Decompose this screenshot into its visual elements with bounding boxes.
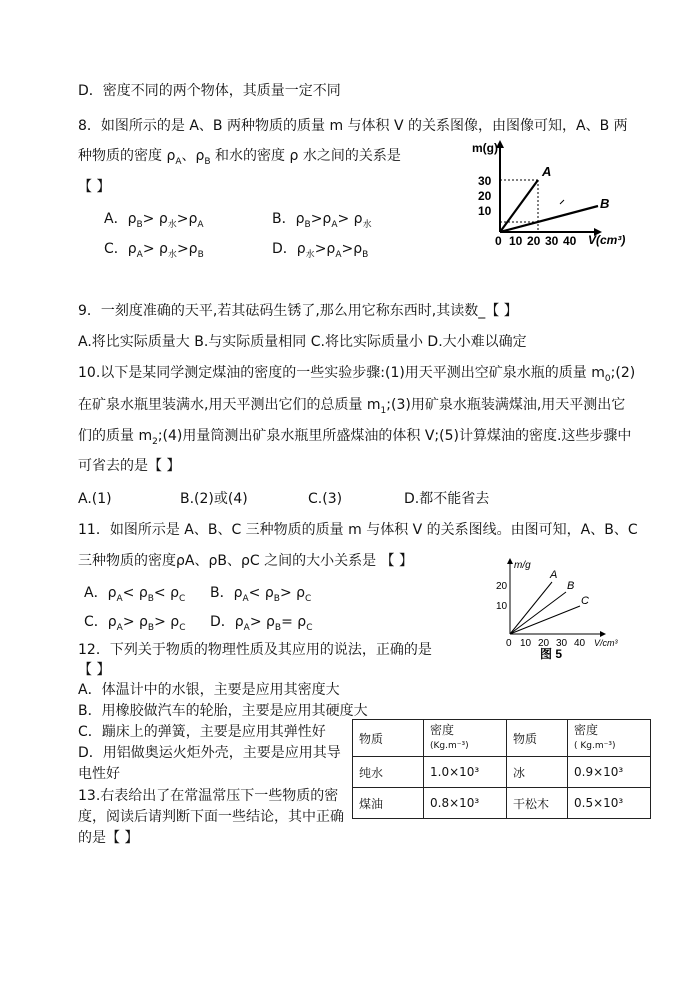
q8-option-c: [104, 240, 204, 264]
q11c: C．ρ: [84, 614, 117, 630]
q11d: = ρ: [281, 614, 307, 630]
question-8-line-2: [78, 147, 401, 171]
question-11-line-2: 三种物质的密度ρA、ρB、ρC 之间的大小关系是 【 】: [78, 553, 413, 569]
q10: ;(4)用量筒测出矿泉水瓶里所盛煤油的体积 V;(5)计算煤油的密度.这些步骤中: [157, 428, 632, 444]
q8-y-tick: 10: [478, 204, 492, 218]
q8-sub: A: [175, 156, 182, 167]
fig5-x-tick: 40: [574, 638, 586, 649]
q8-sub: B: [204, 156, 211, 167]
q10-option-d: D.都不能省去: [404, 491, 490, 507]
table-row: [353, 757, 651, 788]
q11d: > ρ: [249, 614, 275, 630]
table-cell: 1.0×10³: [424, 757, 507, 788]
question-9: 9．一刻度准确的天平,若其砝码生锈了,那么用它称东西时,其读数_【 】: [78, 303, 518, 319]
q8a: B: [136, 219, 143, 230]
table-cell: 冰: [507, 757, 568, 788]
question-13-line-2: 度，阅读后请判断下面一些结论，其中正确: [78, 809, 344, 825]
q8c: > ρ: [142, 241, 168, 257]
question-13-line-3: 的是【 】: [78, 830, 139, 846]
fig5-caption: 图 5: [540, 647, 563, 660]
q11a: < ρ: [153, 585, 179, 601]
q8c: B: [197, 249, 204, 260]
q8d: 水: [305, 249, 315, 260]
q8d: >ρ: [341, 241, 363, 257]
question-10-line-3: [78, 427, 631, 451]
q10: ;(3)用矿泉水瓶装满煤油,用天平测出它: [386, 397, 626, 413]
table-cell: 干松木: [507, 788, 568, 819]
q11b: > ρ: [279, 585, 306, 601]
q11c: > ρ: [122, 614, 148, 630]
q8a: 水: [167, 219, 177, 230]
table-header-row: [353, 720, 651, 757]
table-cell: 0.8×10³: [424, 788, 507, 819]
q11a: A．ρ: [84, 585, 117, 601]
q11a: B: [147, 593, 154, 604]
q11b: B．ρ: [210, 585, 243, 601]
q12-option-d-line-1: D．用铝做奥运火炬外壳，主要是应用其导: [78, 745, 341, 761]
question-11-line-1: 11．如图所示是 A、B、C 三种物质的质量 m 与体积 V 的关系图线。由图可知，A、B、C: [78, 522, 638, 538]
q8a: A．ρ: [104, 211, 137, 227]
density-label: 密度: [574, 723, 599, 737]
q12-option-c: C．蹦床上的弹簧，主要是应用其弹性好: [78, 724, 326, 740]
q11b: C: [305, 593, 312, 604]
fig5-label-b: B: [567, 580, 575, 592]
q8c: A: [136, 249, 143, 260]
fig5-line-c: [510, 606, 580, 634]
q8d: A: [335, 249, 342, 260]
table-cell: 煤油: [353, 788, 424, 819]
density-unit: ( Kg.m⁻³): [574, 741, 616, 751]
q8-x-label: V(cm³): [588, 233, 626, 247]
q11d: D．ρ: [210, 614, 244, 630]
table-cell: 0.9×10³: [568, 757, 651, 788]
q8-option-b: [272, 210, 372, 234]
q8b: A: [331, 219, 338, 230]
fig5-x-tick: 0: [506, 638, 512, 649]
q11-option-b: [210, 584, 311, 608]
fig5-line-b: [510, 592, 566, 634]
fig5-y-tick: 10: [496, 601, 508, 612]
q8-y-tick: 20: [478, 189, 492, 203]
q11c: > ρ: [154, 614, 180, 630]
q8-line-b: [500, 206, 598, 232]
fig5-y-tick: 20: [496, 581, 508, 592]
table-header-cell: 物质: [353, 720, 424, 757]
q8-x-tick: 10: [509, 234, 523, 248]
q10-option-b: B.(2)或(4): [180, 491, 248, 507]
q11b: A: [242, 593, 249, 604]
question-12-bracket: 【 】: [78, 662, 111, 678]
q8-x-tick: 40: [563, 234, 577, 248]
fig5-x-tick: 30: [556, 638, 568, 649]
q8-option-a: [104, 210, 204, 234]
table-cell: 纯水: [353, 757, 424, 788]
question-10-line-1: [78, 364, 635, 388]
q8-text: 种物质的密度 ρ: [78, 148, 176, 164]
fig5-label-c: C: [581, 595, 589, 607]
q12-option-b: B．用橡胶做汽车的轮胎，主要是应用其硬度大: [78, 703, 368, 719]
q11a: < ρ: [122, 585, 148, 601]
q8-text: 和水的密度 ρ 水之间的关系是: [210, 148, 401, 164]
q8d: B: [362, 249, 369, 260]
q12-option-a: A．体温计中的水银，主要是应用其密度大: [78, 682, 340, 698]
q8-label-b: B: [600, 196, 610, 211]
q11c: C: [179, 622, 186, 633]
q8c: 水: [167, 249, 177, 260]
q8c: >ρ: [176, 241, 198, 257]
q8-y-label: m(g): [472, 141, 498, 155]
q10: 在矿泉水瓶里装满水,用天平测出它们的总质量 m: [78, 397, 381, 413]
q11b: B: [273, 593, 280, 604]
table-row: [353, 788, 651, 819]
q11a: C: [178, 593, 186, 604]
fig5-label-a: A: [550, 569, 558, 581]
q8-mass-volume-graph: [470, 138, 640, 250]
option-d-text: D．密度不同的两个物体，其质量一定不同: [78, 83, 341, 99]
q8b: >ρ: [310, 211, 332, 227]
q10-sub: 1: [380, 405, 387, 416]
fig5-y-label: m/g: [514, 560, 531, 571]
q10: ;(2): [610, 365, 636, 381]
q10: 10.以下是某同学测定煤油的密度的一些实验步骤:(1)用天平测出空矿泉水瓶的质量 m: [78, 365, 605, 381]
q8-option-d: [272, 240, 368, 264]
q10-sub: 0: [604, 373, 611, 384]
question-12: 12．下列关于物质的物理性质及其应用的说法，正确的是: [78, 642, 432, 658]
question-9-options: A.将比实际质量大 B.与实际质量相同 C.将比实际质量小 D.大小难以确定: [78, 334, 527, 350]
density-label: 密度: [430, 723, 455, 737]
q11c: B: [147, 622, 155, 633]
q11b: < ρ: [248, 585, 274, 601]
q8-label-a: A: [542, 164, 552, 179]
fig5-x-tick: 10: [520, 638, 532, 649]
q8-x-tick: 30: [545, 234, 559, 248]
q8b: 水: [362, 219, 372, 230]
q8b: B．ρ: [272, 211, 305, 227]
q8-x-tick: 20: [527, 234, 541, 248]
q8-text: 、ρ: [181, 148, 205, 164]
question-8-line-1: 8．如图所示的是 A、B 两种物质的质量 m 与体积 V 的关系图像，由图像可知，A、B 两: [78, 118, 628, 134]
q11d: C: [306, 622, 313, 633]
q11a: A: [116, 593, 123, 604]
fig5-line-a: [510, 582, 552, 634]
question-13-line-1: 13.右表给出了在常温常压下一些物质的密: [78, 788, 339, 804]
q8a: > ρ: [142, 211, 168, 227]
density-table: [352, 719, 651, 819]
q10: 们的质量 m: [78, 428, 153, 444]
q8b: > ρ: [337, 211, 363, 227]
q8d: >ρ: [314, 241, 336, 257]
q11c: A: [116, 622, 123, 633]
table-header-cell: [568, 720, 651, 757]
q11d: A: [243, 622, 250, 633]
q10-option-a: A.(1): [78, 491, 112, 507]
q8-x-tick: 0: [495, 234, 502, 248]
density-unit: (Kg.m⁻³): [430, 741, 469, 751]
q8b: B: [304, 219, 311, 230]
question-10-line-2: [78, 396, 625, 420]
q11-option-d: [210, 613, 312, 637]
question-8-bracket: 【 】: [78, 179, 111, 195]
table-cell: 0.5×10³: [568, 788, 651, 819]
q8a: A: [197, 219, 204, 230]
q11-option-a: [84, 584, 185, 608]
fig5-x-label: V/cm³: [594, 638, 618, 648]
fig5-x-tick: 20: [538, 638, 550, 649]
q11d: B: [274, 622, 282, 633]
q10-option-c: C.(3): [308, 491, 343, 507]
q11-figure-5: [490, 556, 630, 660]
q8c: C．ρ: [104, 241, 137, 257]
q12-option-d-line-2: 电性好: [78, 766, 120, 782]
q11-option-c: [84, 613, 185, 637]
q10-sub: 2: [152, 436, 158, 447]
q8a: >ρ: [176, 211, 198, 227]
q8-y-tick: 30: [478, 174, 492, 188]
q8d: D．ρ: [272, 241, 306, 257]
table-header-cell: 物质: [507, 720, 568, 757]
table-header-cell: [424, 720, 507, 757]
question-10-line-4: 可省去的是【 】: [78, 458, 181, 474]
